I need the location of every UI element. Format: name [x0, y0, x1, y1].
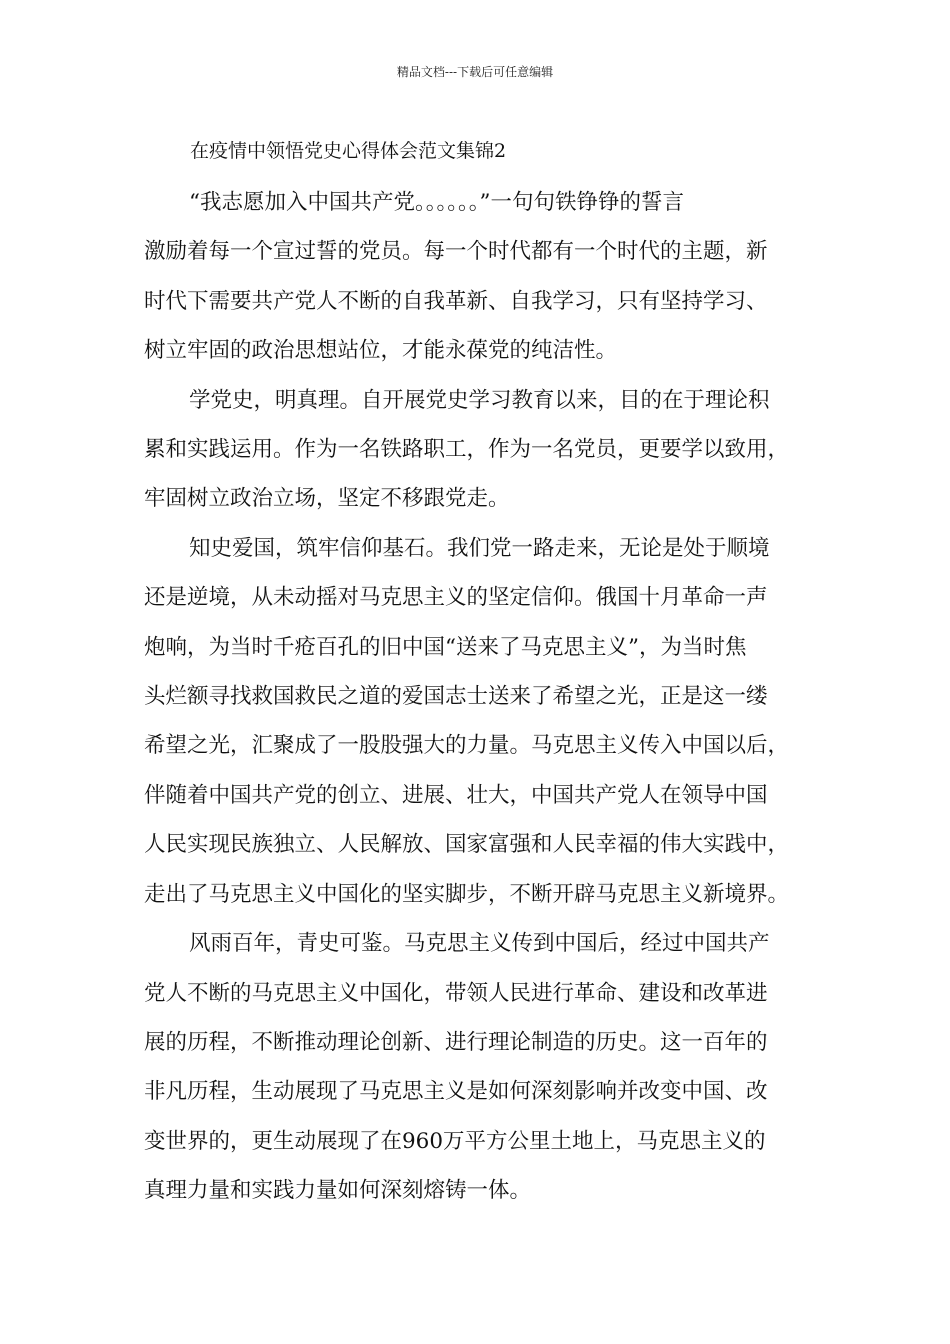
- paragraph-2: [144, 376, 824, 524]
- document-title: 在疫情中领悟党史心得体会范文集锦2: [190, 140, 507, 162]
- text-line: 希望之光，汇聚成了一股股强大的力量。马克思主义传入中国以后，: [144, 733, 790, 759]
- text-line: 炮响，为当时千疮百孔的旧中国“送来了马克思主义”，为当时焦: [144, 634, 747, 660]
- text-line: 风雨百年，青史可鉴。马克思主义传到中国后，经过中国共产: [189, 931, 770, 957]
- text-line: 树立牢固的政治思想站位，才能永葆党的纯洁性。: [144, 338, 618, 364]
- text-line: 真理力量和实践力量如何深刻熔铸一体。: [144, 1178, 532, 1204]
- text-line: 头烂额寻找救国救民之道的爱国志士送来了希望之光，正是这一缕: [144, 684, 768, 710]
- text-line: 走出了马克思主义中国化的坚实脚步，不断开辟马克思主义新境界。: [144, 881, 790, 907]
- text-line: 变世界的，更生动展现了在960万平方公里土地上，马克思主义的: [144, 1128, 766, 1154]
- paragraph-1: [144, 178, 824, 376]
- text-line: 学党史，明真理。自开展党史学习教育以来，目的在于理论积: [189, 387, 770, 413]
- text-line: “我志愿加入中国共产党。。。。。。”一句句铁铮铮的誓言: [189, 190, 684, 215]
- paragraph-4: [144, 919, 824, 1215]
- text-line: 展的历程，不断推动理论创新、进行理论制造的历史。这一百年的: [144, 1029, 768, 1055]
- page-header: 精品文档---下载后可任意编辑: [396, 65, 554, 79]
- text-line: 激励着每一个宣过誓的党员。每一个时代都有一个时代的主题，新: [144, 239, 768, 265]
- text-line: 累和实践运用。作为一名铁路职工，作为一名党员，更要学以致用，: [144, 437, 790, 463]
- text-line: 伴随着中国共产党的创立、进展、壮大，中国共产党人在领导中国: [144, 782, 768, 808]
- paragraph-3: [144, 524, 824, 919]
- text-line: 党人不断的马克思主义中国化，带领人民进行革命、建设和改革进: [144, 980, 768, 1006]
- document-body: [144, 178, 824, 1216]
- text-line: 非凡历程，生动展现了马克思主义是如何深刻影响并改变中国、改: [144, 1079, 768, 1105]
- text-line: 人民实现民族独立、人民解放、国家富强和人民幸福的伟大实践中，: [144, 832, 790, 858]
- text-line: 时代下需要共产党人不断的自我革新、自我学习，只有坚持学习、: [144, 288, 768, 314]
- text-line: 还是逆境，从未动摇对马克思主义的坚定信仰。俄国十月革命一声: [144, 585, 768, 611]
- text-line: 知史爱国，筑牢信仰基石。我们党一路走来，无论是处于顺境: [189, 535, 770, 561]
- text-line: 牢固树立政治立场，坚定不移跟党走。: [144, 486, 510, 512]
